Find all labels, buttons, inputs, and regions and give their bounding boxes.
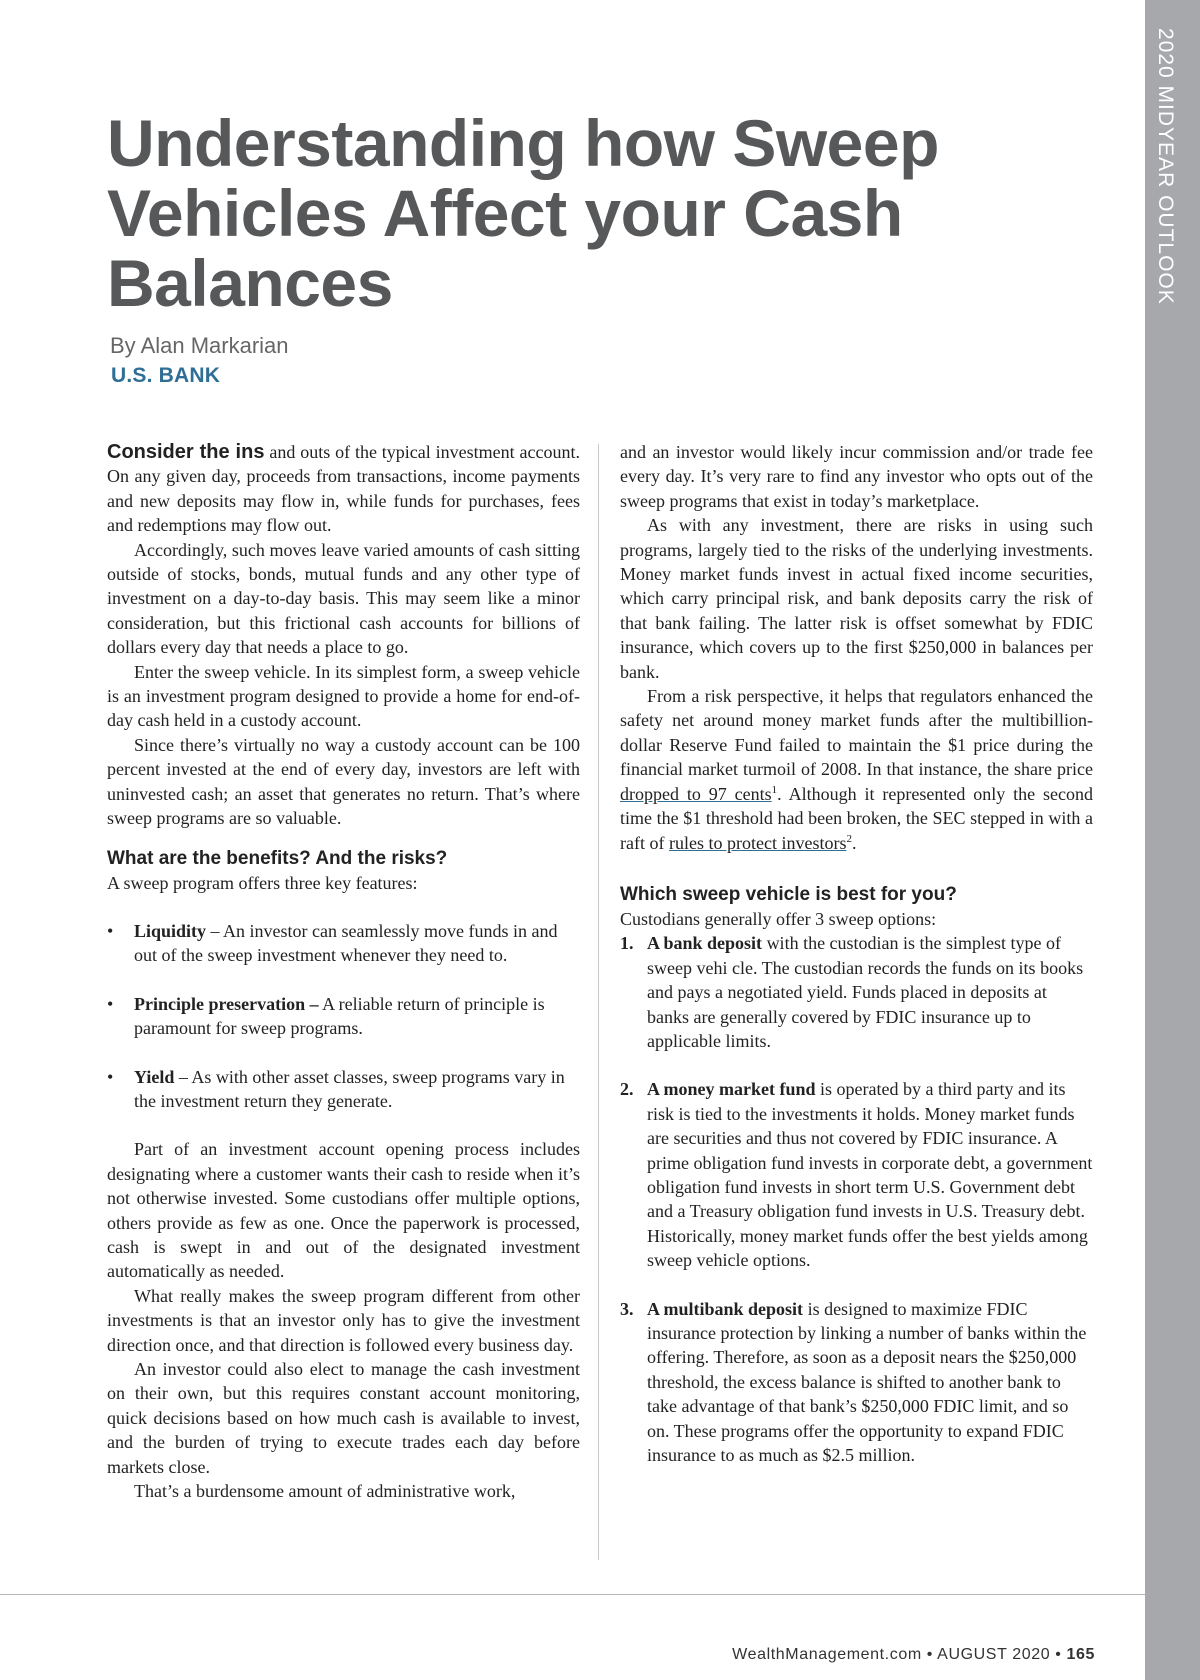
list-item	[107, 992, 580, 1041]
list-item	[107, 919, 580, 968]
left-column	[107, 440, 580, 1503]
list-item-text: A reliable return of principle is paramount for sweep programs.	[134, 993, 545, 1039]
subheading-benefits: What are the benefits? And the risks?	[107, 847, 448, 869]
paragraph: What really makes the sweep program different from other investments is that an investor only has to give the investment direction once, and that direction is followed every business day.	[107, 1285, 580, 1355]
list-number: 1.	[620, 933, 634, 954]
paragraph: Enter the sweep vehicle. In its simplest form, a sweep vehicle is an investment program designed to provide a home for end-of-day cash held in a custody account.	[107, 661, 580, 731]
company-name: U.S. BANK	[111, 364, 221, 387]
list-item-term: A multibank deposit	[647, 1298, 804, 1319]
footer-rule	[0, 1594, 1145, 1595]
list-item-term: A money market fund	[647, 1079, 816, 1100]
paragraph: As with any investment, there are risks in using such programs, largely tied to the risks of the underlying investments. Money market funds invest in actual fixed income securities, which carry principal risk, and bank deposits carry the risk of that bank failing. The latter risk is offset somewhat by FDIC insurance, which covers up to the first $250,000 in balances per bank.	[620, 515, 1093, 682]
paragraph-text: From a risk perspective, it helps that regulators enhanced the safety net around money market funds after the multibillion-dollar Reserve Fund failed to maintain the $1 price during the financial market turmoil of 2008. In that instance, the share price	[620, 686, 1093, 780]
list-item-term: Liquidity	[134, 920, 207, 941]
footer-issue: AUGUST 2020	[937, 1646, 1051, 1663]
features-intro: A sweep program offers three key features:	[107, 872, 418, 893]
article-title: Understanding how Sweep Vehicles Affect your Cash Balances	[107, 106, 939, 320]
footnote-ref: 1	[771, 783, 778, 796]
page-footer	[732, 1646, 1095, 1664]
paragraph: Since there’s virtually no way a custody account can be 100 percent invested at the end of every day, investors are left with uninvested cash; an asset that generates no return. That’s where sweep programs are so valuable.	[107, 734, 580, 829]
subheading-best-vehicle: Which sweep vehicle is best for you?	[620, 883, 957, 905]
paragraph	[620, 684, 1093, 855]
list-item	[620, 931, 1093, 1053]
options-intro: Custodians generally offer 3 sweep options:	[620, 908, 937, 929]
list-item-text: – As with other asset classes, sweep programs vary in the investment return they generate.	[134, 1066, 565, 1111]
list-item-text: – An investor can seamlessly move funds in and out of the sweep investment whenever they need to.	[134, 920, 558, 966]
list-item-text: is operated by a third party and its risk is tied to the investments it holds. Money market funds are securities and thus not covered by FDIC insurance. A prime obligation fund invests in corporate debt, a government obligation fund invests in short term U.S. Government debt and a Treasury obligation fund invests in U.S. Treasury debt. Historically, money market funds offer the best yields among sweep vehicle options.	[647, 1079, 1093, 1271]
list-number: 2.	[620, 1079, 634, 1100]
paragraph-text: and outs of the typical investment account. On any given day, proceeds from transactions, income payments and new deposits may flow in, while funds for purchases, fees and redemptions may flow out.	[107, 442, 580, 536]
list-item-term: A bank deposit	[647, 933, 763, 954]
footnote-ref: 2	[846, 832, 852, 845]
paragraph: That’s a burdensome amount of administrative work,	[134, 1481, 516, 1502]
list-item-term: Principle preservation –	[134, 993, 319, 1014]
paragraph: Part of an investment account opening process includes designating where a customer wants their cash to reside when it’s not otherwise invested. Some custodians offer multiple options, others provide as few as one. Once the paperwork is processed, cash is swept in and out of the designated investment automatically as needed.	[107, 1139, 580, 1282]
list-number: 3.	[620, 1298, 634, 1319]
list-item-term: Yield	[134, 1066, 175, 1087]
right-column	[620, 440, 1093, 1491]
options-list	[620, 931, 1093, 1467]
lead-in: Consider the ins	[107, 441, 265, 463]
paragraph: and an investor would likely incur commission and/or trade fee every day. It’s very rare to find any investor who opts out of the sweep programs that exist in today’s marketplace.	[620, 442, 1093, 511]
paragraph: Accordingly, such moves leave varied amounts of cash sitting outside of stocks, bonds, mutual funds and any other type of investment on a day-to-day basis. This may seem like a minor consideration, but this frictional cash accounts for billions of dollars every day that needs a place to go.	[107, 539, 580, 658]
list-item	[107, 1065, 580, 1114]
footer-separator: •	[926, 1646, 933, 1663]
paragraph-text: .	[851, 832, 857, 853]
features-list	[107, 919, 580, 1113]
list-item-text: with the custodian is the simplest type of sweep vehi cle. The custodian records the funds on its books and pays a negotiated yield. Funds placed in deposits at banks are generally covered by FDIC insurance up to applicable limits.	[647, 933, 1084, 1051]
footer-separator: •	[1055, 1646, 1062, 1663]
list-item-text: is designed to maximize FDIC insurance protection by linking a number of banks within the offering. Therefore, as soon as a deposit nears the $250,000 threshold, the excess balance is shifted to another bank to take advantage of that bank’s $250,000 FDIC limit, and so on. These programs offer the opportunity to expand FDIC insurance to as much as $2.5 million.	[647, 1298, 1087, 1466]
paragraph-text: . Although it represented only the second time the $1 threshold had been broken, the SEC stepped in with a raft of	[620, 783, 1094, 853]
page-number: 165	[1066, 1646, 1095, 1663]
byline: By Alan Markarian	[110, 333, 289, 358]
paragraph: An investor could also elect to manage the cash investment on their own, but this requires constant account monitoring, quick decisions based on how much cash is available to invest, and the burden of trying to execute trades each day before markets close.	[107, 1359, 580, 1477]
paragraph	[107, 440, 580, 538]
list-item	[620, 1297, 1093, 1468]
list-item	[620, 1077, 1093, 1272]
link-dropped-to-97-cents[interactable]: dropped to 97 cents	[620, 783, 772, 804]
column-divider	[598, 444, 599, 1560]
link-rules-to-protect-investors[interactable]: rules to protect investors	[668, 832, 847, 853]
side-bar	[1145, 0, 1200, 1680]
section-label: 2020 MIDYEAR OUTLOOK	[1154, 28, 1177, 305]
footer-site: WealthManagement.com	[732, 1646, 922, 1663]
